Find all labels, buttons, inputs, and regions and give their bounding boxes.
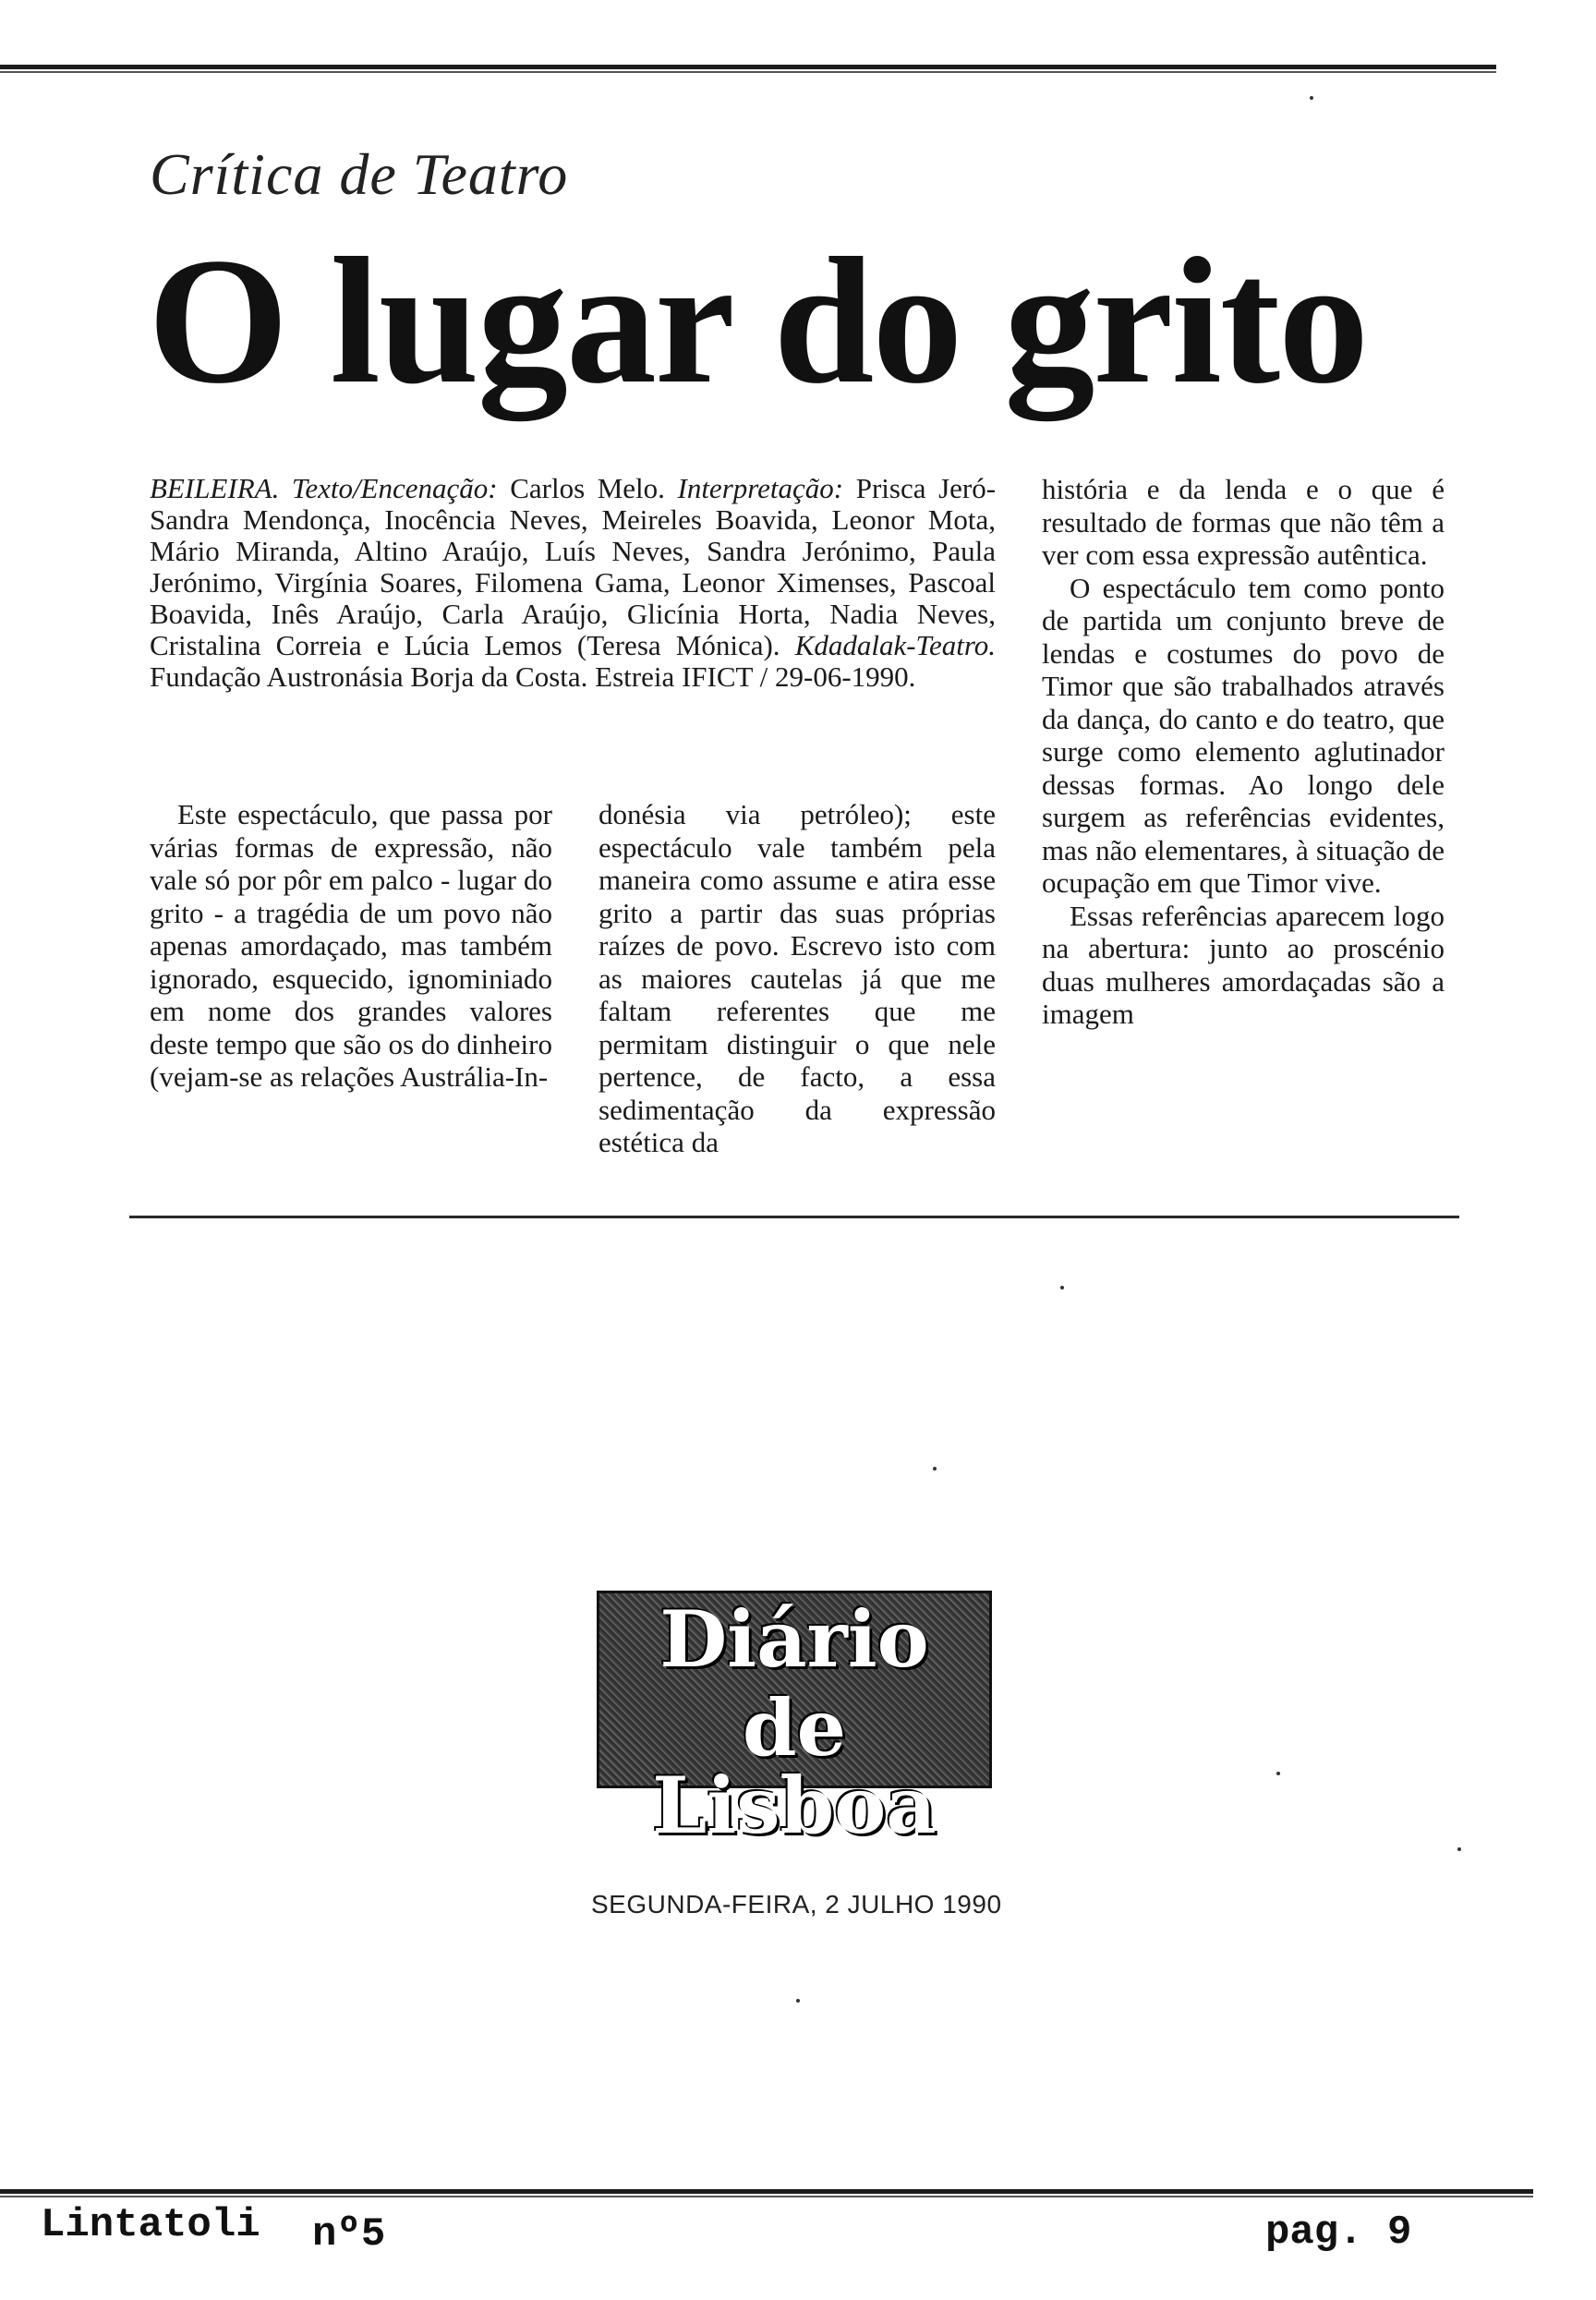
publication-name: Lintatoli [41,2202,260,2248]
newspaper-logo [597,1591,992,1851]
company: Kdadalak-Teatro. [794,629,996,661]
scan-speck [796,1999,800,2003]
logo-line-2: de Lisboa [652,1682,937,1851]
paragraph: história e da lenda e o que é resultado de formas que não têm a ver com essa expressão autêntica. [1042,473,1445,571]
top-rule [0,65,1496,69]
scan-speck [1457,1847,1461,1851]
issue-number: nº5 [312,2211,386,2258]
author: Carlos Melo. [510,472,665,504]
scan-speck [1060,1286,1064,1289]
footer-publication [41,2202,386,2258]
dateline: SEGUNDA-FEIRA, 2 JULHO 1990 [591,1890,1002,1919]
scan-speck [1276,1772,1280,1775]
article-column-2 [598,798,996,1159]
play-title: BEILEIRA. [150,472,280,504]
text-label: Texto/Encenação: [291,472,498,504]
article-column-3 [1042,473,1445,1031]
cast-list: Prisca Jeró-Sandra Mendonça, Inocência Neves, Meireles Boavida, Leonor Mota, Mário Miranda, Altino Araújo, Luís Neves, Sandra Jerónimo, Paula Jerónimo, Virgínia Soares, Filomena Gama, Leonor Ximenses, Pascoal Boavida, Inês Araújo, Carla Araújo, Glicínia Horta, Nadia Neves, Cristalina Correia e Lúcia Lemos (Teresa Mónica). [150,472,997,661]
paragraph: donésia via petróleo); este espectáculo vale também pela maneira como assume e atira esse grito a partir das suas próprias raízes de povo. Escrevo isto com as maiores cautelas já que me faltam referentes que me permitam distinguir o que nele pertence, de facto, a essa sedimentação da expressão estética da [598,798,996,1158]
article-column-1 [150,798,552,1094]
logo-line-1: Diário [659,1593,929,1685]
section-label: Crítica de Teatro [150,141,569,207]
article-bottom-rule [129,1216,1459,1218]
bottom-rule [0,2189,1533,2194]
venue: Fundação Austronásia Borja da Costa. Estreia IFICT / 29-06-1990. [150,660,916,693]
scan-speck [933,1467,937,1471]
paragraph: Este espectáculo, que passa por várias formas de expressão, não vale só por pôr em palco - lugar do grito - a tragédia de um povo não apenas amordaçado, mas também ignorado, esquecido, ignominiado em nome dos grandes valores deste tempo que são os do dinheiro (vejam-se as relações Austrália-In- [150,798,552,1093]
page-number: pag. 9 [1265,2209,1412,2256]
cast-label: Interpretação: [677,472,844,504]
paragraph: Essas referências aparecem logo na abertura: junto ao proscénio duas mulheres amordaçadas são a imagem [1042,899,1445,1030]
credits-block [150,473,996,693]
headline: O lugar do grito [148,221,1368,421]
paragraph: O espectáculo tem como ponto de partida um conjunto breve de lendas e costumes do povo de Timor que são trabalhados através da dança, do canto e do teatro, que surge como elemento aglutinador dessas formas. Ao longo dele surgem as referências evidentes, mas não elementares, à situação de ocupação em que Timor vive. [1042,571,1445,899]
scan-speck [1310,96,1313,100]
